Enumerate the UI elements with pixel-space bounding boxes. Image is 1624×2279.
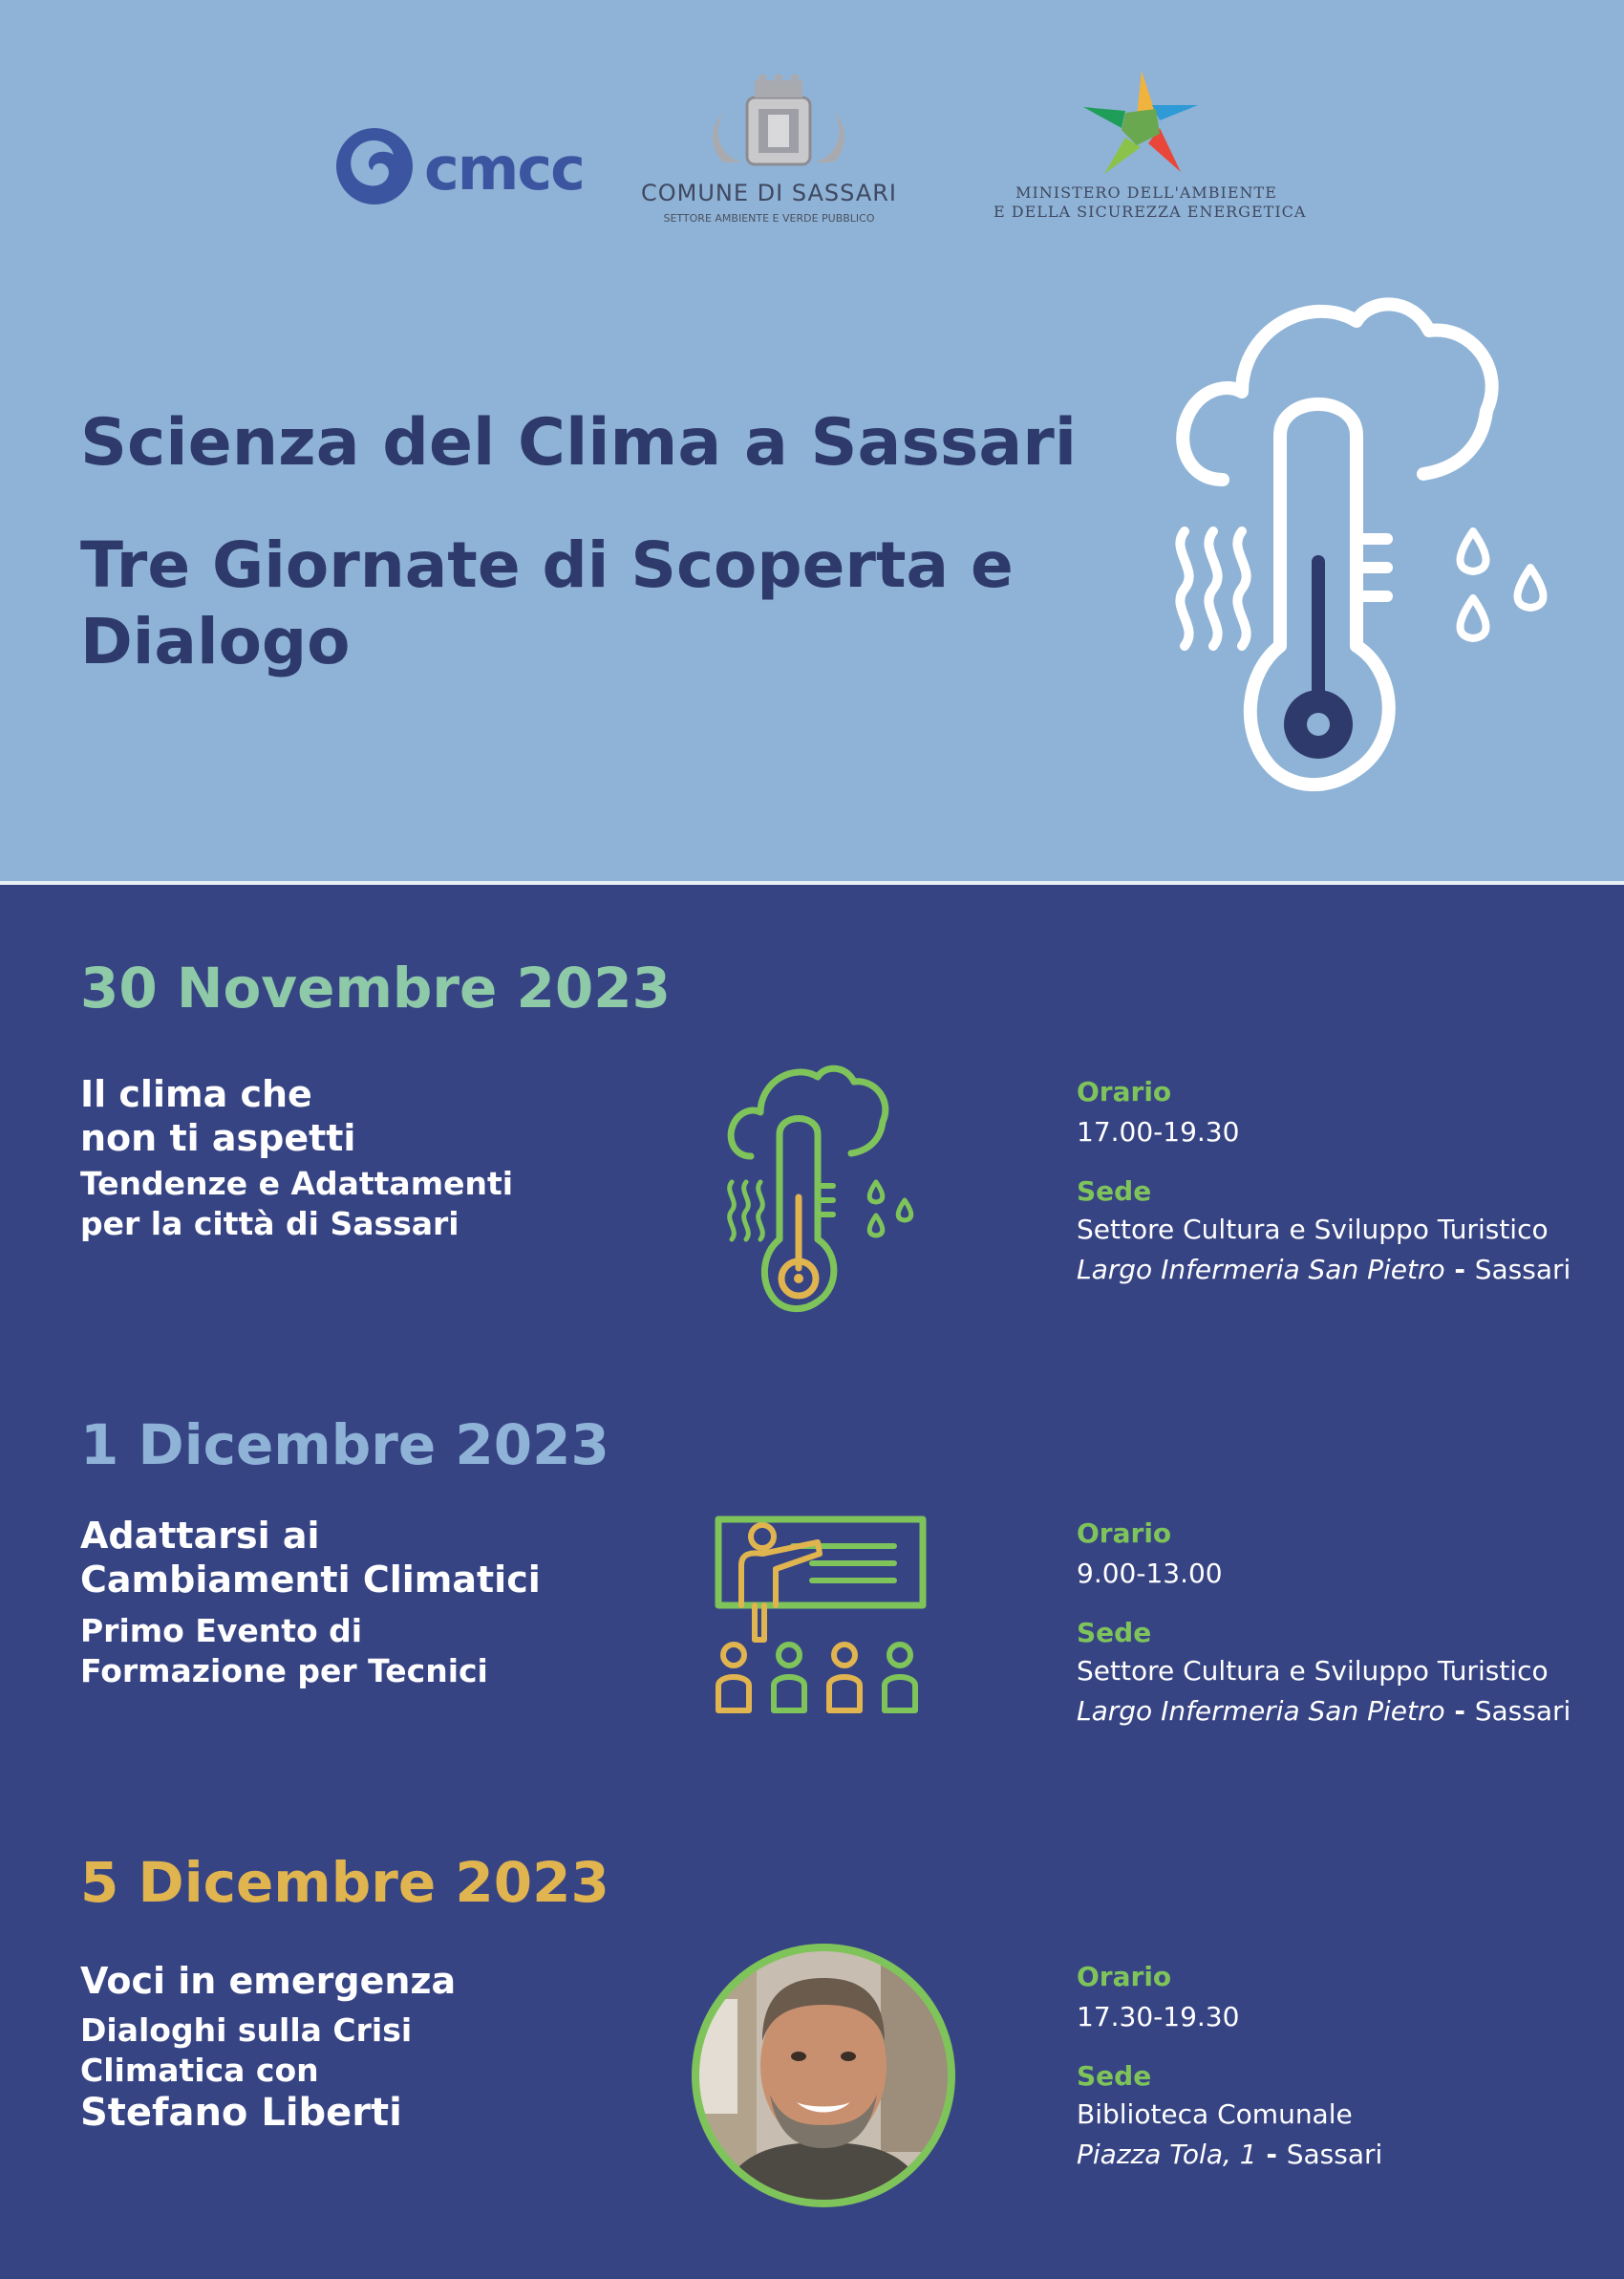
event3-sede-line1: Biblioteca Comunale bbox=[1077, 2098, 1353, 2130]
event1-sede-address bbox=[1077, 1250, 1571, 1290]
event3-subtitle-line2: Climatica con bbox=[80, 2052, 319, 2089]
event2-title-line2: Cambiamenti Climatici bbox=[80, 1559, 541, 1601]
event2-sede-address bbox=[1077, 1691, 1571, 1731]
event1-orario-label: Orario bbox=[1077, 1076, 1172, 1107]
event1-orario: 17.00-19.30 bbox=[1077, 1116, 1240, 1148]
event3-subtitle-line1: Dialoghi sulla Crisi bbox=[80, 2011, 413, 2049]
comune-logo-title: COMUNE DI SASSARI bbox=[640, 180, 898, 206]
event2-date: 1 Dicembre 2023 bbox=[80, 1412, 609, 1477]
event3-sede-street: Piazza Tola, 1 bbox=[1077, 2139, 1257, 2170]
event2-sede-sep: - bbox=[1444, 1695, 1475, 1727]
event2-subtitle-line1: Primo Evento di bbox=[80, 1612, 363, 1649]
thermometer-cloud-icon bbox=[722, 1063, 923, 1321]
thermometer-cloud-icon bbox=[1165, 292, 1567, 808]
event3-orario: 17.30-19.30 bbox=[1077, 2001, 1240, 2032]
page-title: Scienza del Clima a Sassari bbox=[80, 405, 1078, 481]
event3-title: Voci in emergenza bbox=[80, 1960, 457, 2002]
presentation-classroom-icon bbox=[713, 1514, 932, 1724]
event2-subtitle-line2: Formazione per Tecnici bbox=[80, 1652, 488, 1689]
event1-date: 30 Novembre 2023 bbox=[80, 956, 671, 1021]
event2-sede-street: Largo Infermeria San Pietro bbox=[1077, 1695, 1445, 1727]
page-subtitle: Tre Giornate di Scoperta e Dialogo bbox=[80, 528, 1014, 678]
event3-sede-address bbox=[1077, 2135, 1382, 2175]
event3-date: 5 Dicembre 2023 bbox=[80, 1850, 609, 1915]
cmcc-logo-text: cmcc bbox=[424, 134, 584, 204]
event3-speaker: Stefano Liberti bbox=[80, 2091, 402, 2135]
cmcc-logo-icon bbox=[334, 126, 415, 206]
ministero-line1: MINISTERO DELL'AMBIENTE bbox=[1015, 183, 1277, 202]
event2-orario: 9.00-13.00 bbox=[1077, 1558, 1223, 1589]
event1-sede-street: Largo Infermeria San Pietro bbox=[1077, 1254, 1445, 1285]
event2-sede-line1: Settore Cultura e Sviluppo Turistico bbox=[1077, 1655, 1549, 1687]
event3-sede-label: Sede bbox=[1077, 2060, 1152, 2092]
event3-sede-sep: - bbox=[1256, 2139, 1287, 2170]
event2-orario-label: Orario bbox=[1077, 1517, 1172, 1549]
comune-logo-subtitle: SETTORE AMBIENTE E VERDE PUBBLICO bbox=[663, 212, 875, 225]
event1-sede-city: Sassari bbox=[1474, 1254, 1571, 1285]
event1-sede-sep: - bbox=[1444, 1254, 1475, 1285]
event2-sede-city: Sassari bbox=[1474, 1695, 1571, 1727]
event1-title-line1: Il clima che bbox=[80, 1073, 312, 1115]
event2-title-line1: Adattarsi ai bbox=[80, 1515, 320, 1557]
event1-sede-line1: Settore Cultura e Sviluppo Turistico bbox=[1077, 1214, 1549, 1245]
ministero-logo-text bbox=[994, 183, 1307, 222]
comune-crest-icon bbox=[705, 75, 852, 170]
ministero-star-logo-icon bbox=[1079, 67, 1204, 178]
event1-subtitle-line2: per la città di Sassari bbox=[80, 1205, 459, 1242]
event3-sede-city: Sassari bbox=[1286, 2139, 1383, 2170]
event1-sede-label: Sede bbox=[1077, 1175, 1152, 1207]
ministero-line2: E DELLA SICUREZZA ENERGETICA bbox=[994, 203, 1307, 221]
event1-subtitle-line1: Tendenze e Adattamenti bbox=[80, 1165, 514, 1202]
event1-title-line2: non ti aspetti bbox=[80, 1117, 356, 1159]
speaker-portrait bbox=[690, 1942, 957, 2209]
event2-sede-label: Sede bbox=[1077, 1617, 1152, 1648]
event3-orario-label: Orario bbox=[1077, 1961, 1172, 1992]
